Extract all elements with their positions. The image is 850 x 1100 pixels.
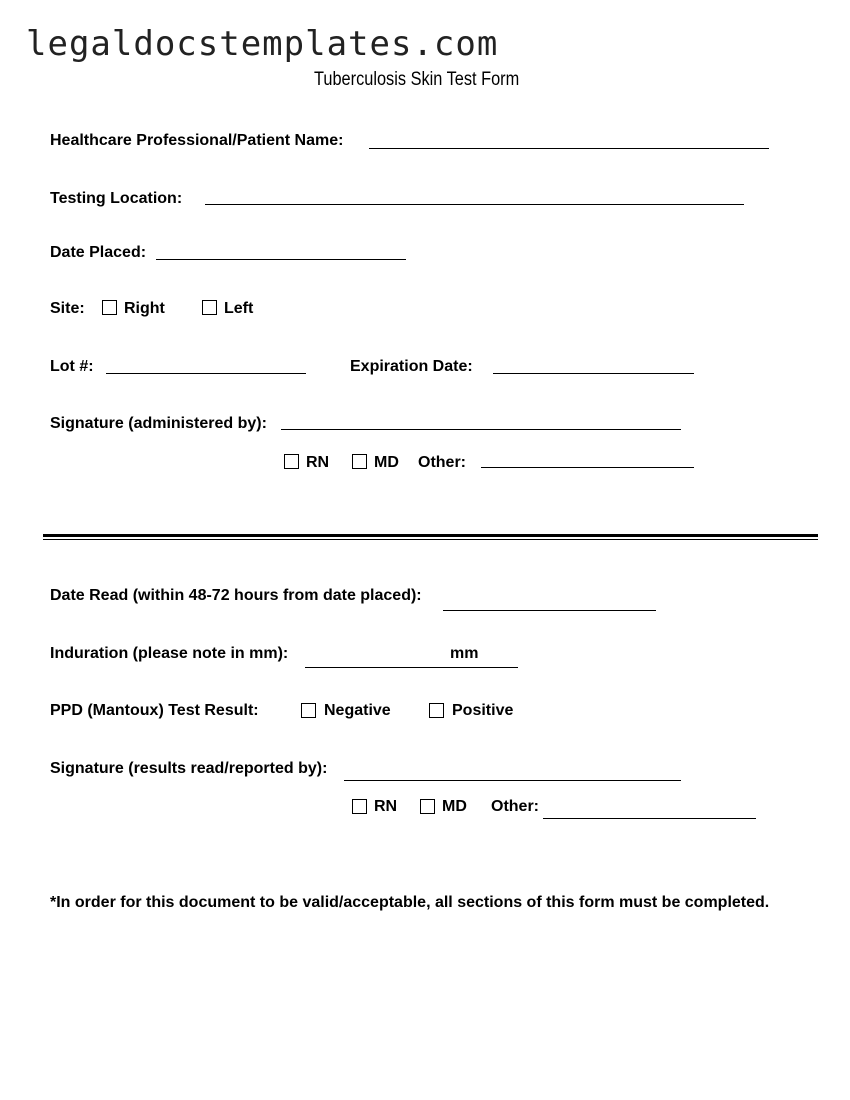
site-right-checkbox[interactable]: [102, 300, 117, 315]
reader-signature-field[interactable]: [344, 780, 681, 781]
reader-rn-checkbox[interactable]: [352, 799, 367, 814]
testing-location-label: Testing Location:: [50, 190, 183, 207]
result-positive-label: Positive: [452, 702, 514, 719]
date-placed-label: Date Placed:: [50, 244, 147, 261]
patient-name-field[interactable]: [369, 148, 769, 149]
test-result-label: PPD (Mantoux) Test Result:: [50, 702, 259, 719]
lot-number-label: Lot #:: [50, 358, 94, 375]
reader-rn-label: RN: [374, 798, 398, 815]
administered-rn-checkbox[interactable]: [284, 454, 299, 469]
watermark-text: legaldocstemplates.com: [26, 24, 499, 64]
induration-unit: mm: [450, 645, 479, 662]
site-left-checkbox[interactable]: [202, 300, 217, 315]
administered-other-label: Other:: [418, 454, 466, 471]
expiration-date-field[interactable]: [493, 373, 694, 374]
section-divider-thin: [43, 539, 818, 540]
induration-label: Induration (please note in mm):: [50, 645, 289, 662]
reader-other-label: Other:: [491, 798, 539, 815]
testing-location-field[interactable]: [205, 204, 744, 205]
site-right-label: Right: [124, 300, 165, 317]
administered-other-field[interactable]: [481, 467, 694, 468]
date-read-field[interactable]: [443, 610, 656, 611]
reader-md-label: MD: [442, 798, 467, 815]
section-divider-thick: [43, 534, 818, 537]
lot-number-field[interactable]: [106, 373, 306, 374]
patient-name-label: Healthcare Professional/Patient Name:: [50, 132, 344, 149]
result-negative-checkbox[interactable]: [301, 703, 316, 718]
reader-signature-label: Signature (results read/reported by):: [50, 760, 328, 777]
site-left-label: Left: [224, 300, 254, 317]
induration-field[interactable]: [305, 667, 518, 668]
site-label: Site:: [50, 300, 85, 317]
reader-other-field[interactable]: [543, 818, 756, 819]
administered-signature-label: Signature (administered by):: [50, 415, 267, 432]
administered-rn-label: RN: [306, 454, 330, 471]
date-placed-field[interactable]: [156, 259, 406, 260]
result-negative-label: Negative: [324, 702, 391, 719]
reader-md-checkbox[interactable]: [420, 799, 435, 814]
validity-note: *In order for this document to be valid/acceptable, all sections of this form must be completed.: [50, 894, 770, 911]
administered-signature-field[interactable]: [281, 429, 681, 430]
expiration-date-label: Expiration Date:: [350, 358, 473, 375]
administered-md-label: MD: [374, 454, 399, 471]
form-title: Tuberculosis Skin Test Form: [314, 69, 520, 90]
administered-md-checkbox[interactable]: [352, 454, 367, 469]
result-positive-checkbox[interactable]: [429, 703, 444, 718]
date-read-label: Date Read (within 48-72 hours from date placed):: [50, 587, 422, 604]
